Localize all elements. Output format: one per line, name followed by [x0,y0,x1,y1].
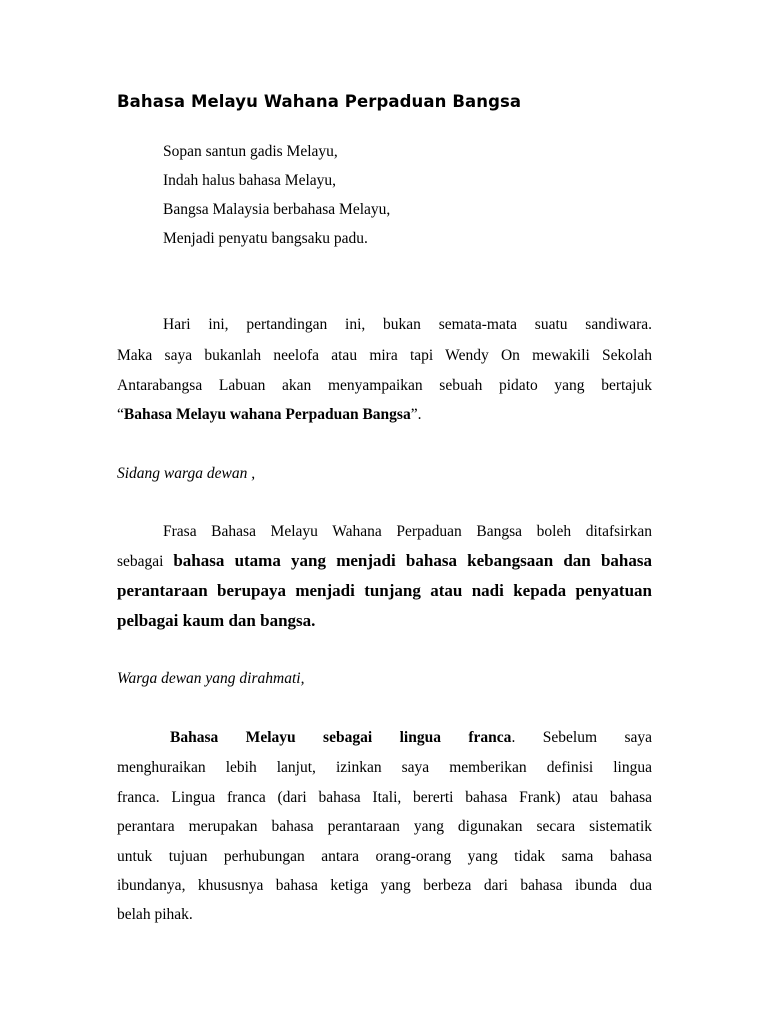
speech-topic: Bahasa Melayu wahana Perpaduan Bangsa [123,406,411,423]
para2-line-3: perantaraan berupaya menjadi tunjang atau nadi kepada penyatuan [117,581,652,600]
para2-line-4: pelbagai kaum dan bangsa. [117,611,316,630]
poem-line-2: Indah halus bahasa Melayu, [163,172,337,189]
para3-line-1 [170,729,652,747]
close-quote: ”. [410,406,422,423]
para3-line-4: perantara merupakan bahasa perantaraan yang digunakan secara sistematik [117,818,652,835]
address-sidang: Sidang warga dewan , [117,465,256,482]
para3-line-2: menghuraikan lebih lanjut, izinkan saya memberikan definisi lingua [117,759,652,776]
para3-line-7: belah pihak. [117,906,193,923]
para2-line-2-plain: sebagai [117,553,174,570]
para1-line-1: Hari ini, pertandingan ini, bukan semata-mata suatu sandiwara. [163,316,652,333]
poem-line-1: Sopan santun gadis Melayu, [163,143,338,160]
para2-line-2-bold: bahasa utama yang menjadi bahasa kebangsaan dan bahasa [173,551,652,570]
para3-line-5: untuk tujuan perhubungan antara orang-orang yang tidak sama bahasa [117,848,652,865]
para1-line-2: Maka saya bukanlah neelofa atau mira tapi Wendy On mewakili Sekolah [117,347,652,364]
lingua-franca-heading: Bahasa Melayu sebagai lingua franca [170,729,512,746]
para2-line-1: Frasa Bahasa Melayu Wahana Perpaduan Bangsa boleh ditafsirkan [163,523,652,540]
document-title: Bahasa Melayu Wahana Perpaduan Bangsa [117,92,522,111]
address-warga: Warga dewan yang dirahmati, [117,670,305,687]
para1-line-3: Antarabangsa Labuan akan menyampaikan sebuah pidato yang bertajuk [117,377,652,394]
para2-line-2 [117,551,652,571]
para3-line-1-plain: . Sebelum saya [511,729,652,746]
open-quote: “ [117,406,124,423]
para1-line-4 [117,406,652,424]
poem-line-4: Menjadi penyatu bangsaku padu. [163,230,368,247]
para3-line-6: ibundanya, khususnya bahasa ketiga yang berbeza dari bahasa ibunda dua [117,877,652,894]
poem-line-3: Bangsa Malaysia berbahasa Melayu, [163,201,391,218]
para3-line-3: franca. Lingua franca (dari bahasa Itali, bererti bahasa Frank) atau bahasa [117,789,652,806]
